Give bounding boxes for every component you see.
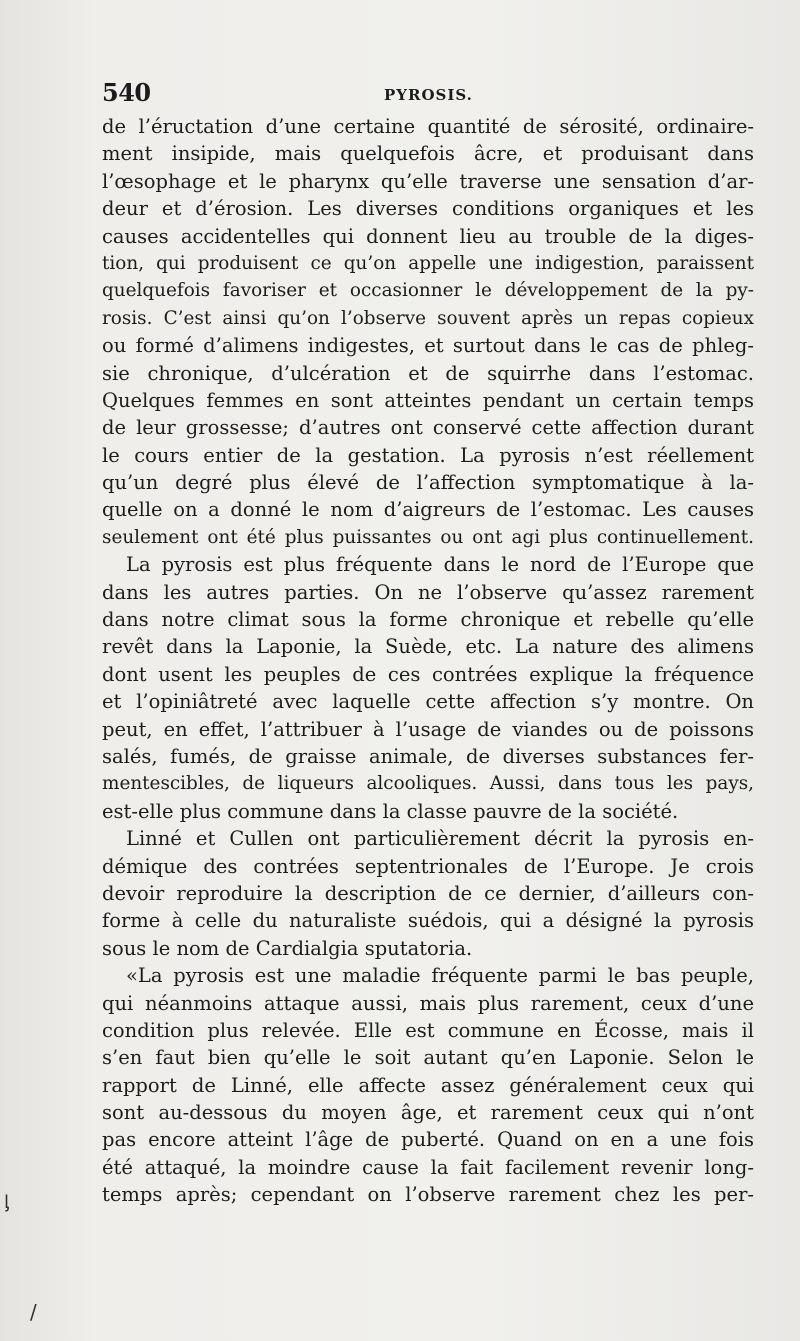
text-line: sie chronique, d’ulcération et de squirrhe dans l’estomac. bbox=[102, 361, 754, 385]
text-line: seulement ont été plus puissantes ou ont agi plus continuellement. bbox=[102, 526, 754, 548]
text-line: dans les autres parties. On ne l’observe qu’assez rarement bbox=[102, 580, 754, 604]
text-line: tion, qui produisent ce qu’on appelle une indigestion, paraissent bbox=[102, 252, 754, 274]
text-line: quelquefois favoriser et occasionner le développement de la py- bbox=[102, 280, 754, 302]
text-line: ou formé d’alimens indigestes, et surtout dans le cas de phleg- bbox=[102, 334, 754, 358]
text-line: dans notre climat sous la forme chronique et rebelle qu’elle bbox=[102, 608, 754, 632]
margin-mark: ᶅ bbox=[4, 1192, 10, 1213]
page-number: 540 bbox=[102, 78, 151, 107]
text-line: revêt dans la Laponie, la Suède, etc. La nature des alimens bbox=[102, 635, 754, 659]
text-line: démique des contrées septentrionales de l’Europe. Je crois bbox=[102, 854, 754, 878]
text-line: de l’éructation d’une certaine quantité de sérosité, ordinaire- bbox=[102, 115, 754, 138]
text-line: condition plus relevée. Elle est commune en Écosse, mais il bbox=[102, 1018, 754, 1042]
text-line: forme à celle du naturaliste suédois, qui a désigné la pyrosis bbox=[102, 909, 754, 933]
text-line: temps après; cependant on l’observe rarement chez les per- bbox=[102, 1183, 754, 1207]
text-line: peut, en effet, l’attribuer à l’usage de viandes ou de poissons bbox=[102, 717, 754, 741]
text-line: est-elle plus commune dans la classe pauvre de la société. bbox=[102, 799, 679, 823]
text-line: rosis. C’est ainsi qu’on l’observe souvent après un repas copieux bbox=[102, 307, 754, 329]
text-line: pas encore atteint l’âge de puberté. Quand on en a une fois bbox=[102, 1128, 754, 1152]
text-line: s’en faut bien qu’elle le soit autant qu’en Laponie. Selon le bbox=[102, 1046, 754, 1070]
text-line: Quelques femmes en sont atteintes pendant un certain temps bbox=[102, 388, 754, 412]
text-line: qui néanmoins attaque aussi, mais plus rarement, ceux d’une bbox=[102, 991, 754, 1015]
text-line: «La pyrosis est une maladie fréquente parmi le bas peuple, bbox=[126, 964, 754, 988]
text-line: Linné et Cullen ont particulièrement décrit la pyrosis en- bbox=[126, 827, 754, 851]
text-line: rapport de Linné, elle affecte assez généralement ceux qui bbox=[102, 1073, 754, 1097]
text-line: deur et d’érosion. Les diverses conditions organiques et les bbox=[102, 197, 754, 221]
running-head: PYROSIS. bbox=[384, 86, 473, 104]
text-line: ment insipide, mais quelquefois âcre, et produisant dans bbox=[102, 142, 754, 166]
text-line: causes accidentelles qui donnent lieu au trouble de la diges- bbox=[102, 224, 754, 248]
page-header bbox=[102, 78, 752, 112]
text-line: et l’opiniâtreté avec laquelle cette affection s’y montre. On bbox=[102, 690, 754, 714]
text-line: dont usent les peuples de ces contrées explique la fréquence bbox=[102, 662, 754, 686]
text-line: de leur grossesse; d’autres ont conservé cette affection durant bbox=[102, 416, 754, 440]
text-line: quelle on a donné le nom d’aigreurs de l’estomac. Les causes bbox=[102, 498, 754, 522]
text-line: salés, fumés, de graisse animale, de diverses substances fer- bbox=[102, 744, 754, 768]
text-line: La pyrosis est plus fréquente dans le nord de l’Europe que bbox=[126, 553, 754, 577]
text-line: sous le nom de Cardialgia sputatoria. bbox=[102, 936, 473, 960]
text-line: sont au-dessous du moyen âge, et rarement ceux qui n’ont bbox=[102, 1101, 754, 1125]
body-text bbox=[102, 113, 754, 1209]
text-line: le cours entier de la gestation. La pyrosis n’est réellement bbox=[102, 443, 754, 467]
text-line: mentescibles, de liqueurs alcooliques. Aussi, dans tous les pays, bbox=[102, 773, 754, 795]
text-line: l’œsophage et le pharynx qu’elle traverse une sensation d’ar- bbox=[102, 169, 754, 193]
text-line: été attaqué, la moindre cause la fait facilement revenir long- bbox=[102, 1155, 754, 1179]
text-line: devoir reproduire la description de ce dernier, d’ailleurs con- bbox=[102, 881, 754, 905]
margin-mark: / bbox=[30, 1300, 37, 1324]
text-line: qu’un degré plus élevé de l’affection symptomatique à la- bbox=[102, 471, 754, 495]
